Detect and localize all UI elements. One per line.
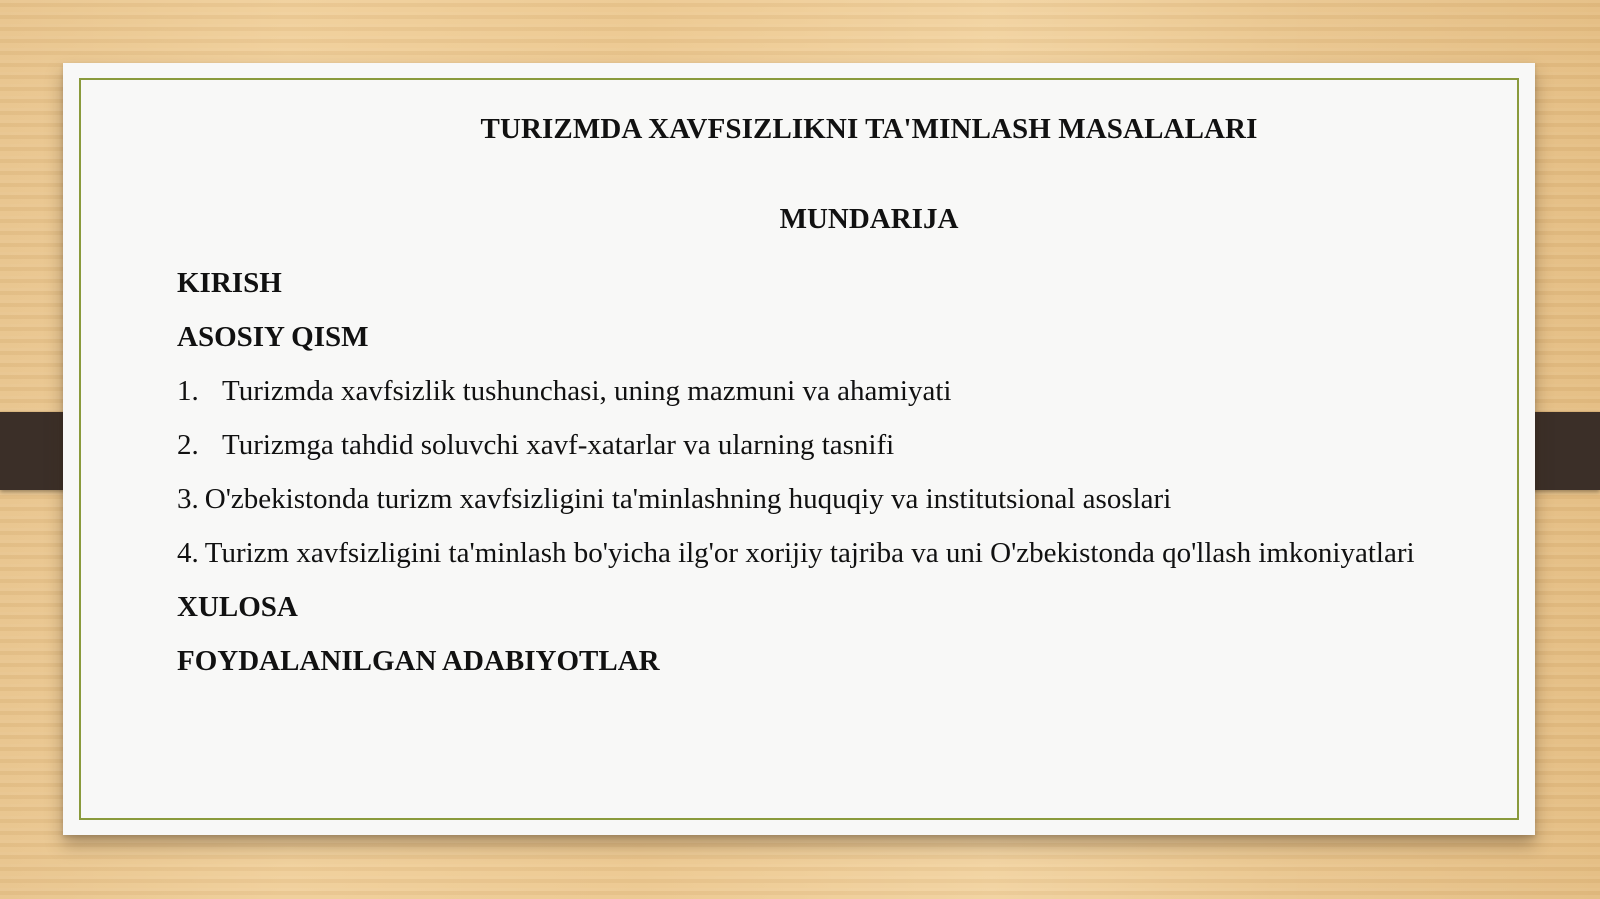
toc-item-4 (177, 533, 1495, 587)
toc-item-text: O'zbekistonda turizm xavfsizligini ta'minlashning huquqiy va institutsional asoslari (204, 483, 1172, 515)
toc-item-adabiyotlar (177, 641, 1495, 695)
toc-item-text: FOYDALANILGAN ADABIYOTLAR (177, 645, 660, 677)
toc-item-1 (177, 371, 1495, 425)
toc-item-text: KIRISH (177, 267, 282, 299)
toc-item-text: XULOSA (177, 591, 298, 623)
toc-item-2 (177, 425, 1495, 479)
toc-item-number: 2. (177, 429, 199, 461)
table-of-contents (177, 263, 1495, 695)
slide-paper (63, 63, 1535, 835)
toc-item-text: ASOSIY QISM (177, 321, 369, 353)
toc-item-number: 4. (177, 537, 199, 569)
toc-item-asosiy-qism (177, 317, 1495, 371)
toc-item-xulosa (177, 587, 1495, 641)
toc-item-text: Turizm xavfsizligini ta'minlash bo'yicha ilg'or xorijiy tajriba va uni O'zbekistonda qo'llash imkoniyatlari (204, 537, 1415, 569)
document-title: TURIZMDA XAVFSIZLIKNI TA'MINLASH MASALALARI (480, 113, 1258, 145)
toc-item-number: 3. (177, 483, 199, 515)
toc-item-text: Turizmga tahdid soluvchi xavf-xatarlar va ularning tasnifi (222, 429, 895, 461)
toc-item-kirish (177, 263, 1495, 317)
toc-item-number: 1. (177, 375, 199, 407)
toc-heading: MUNDARIJA (779, 203, 959, 235)
toc-item-text: Turizmda xavfsizlik tushunchasi, uning mazmuni va ahamiyati (222, 375, 952, 407)
toc-item-3 (177, 479, 1495, 533)
